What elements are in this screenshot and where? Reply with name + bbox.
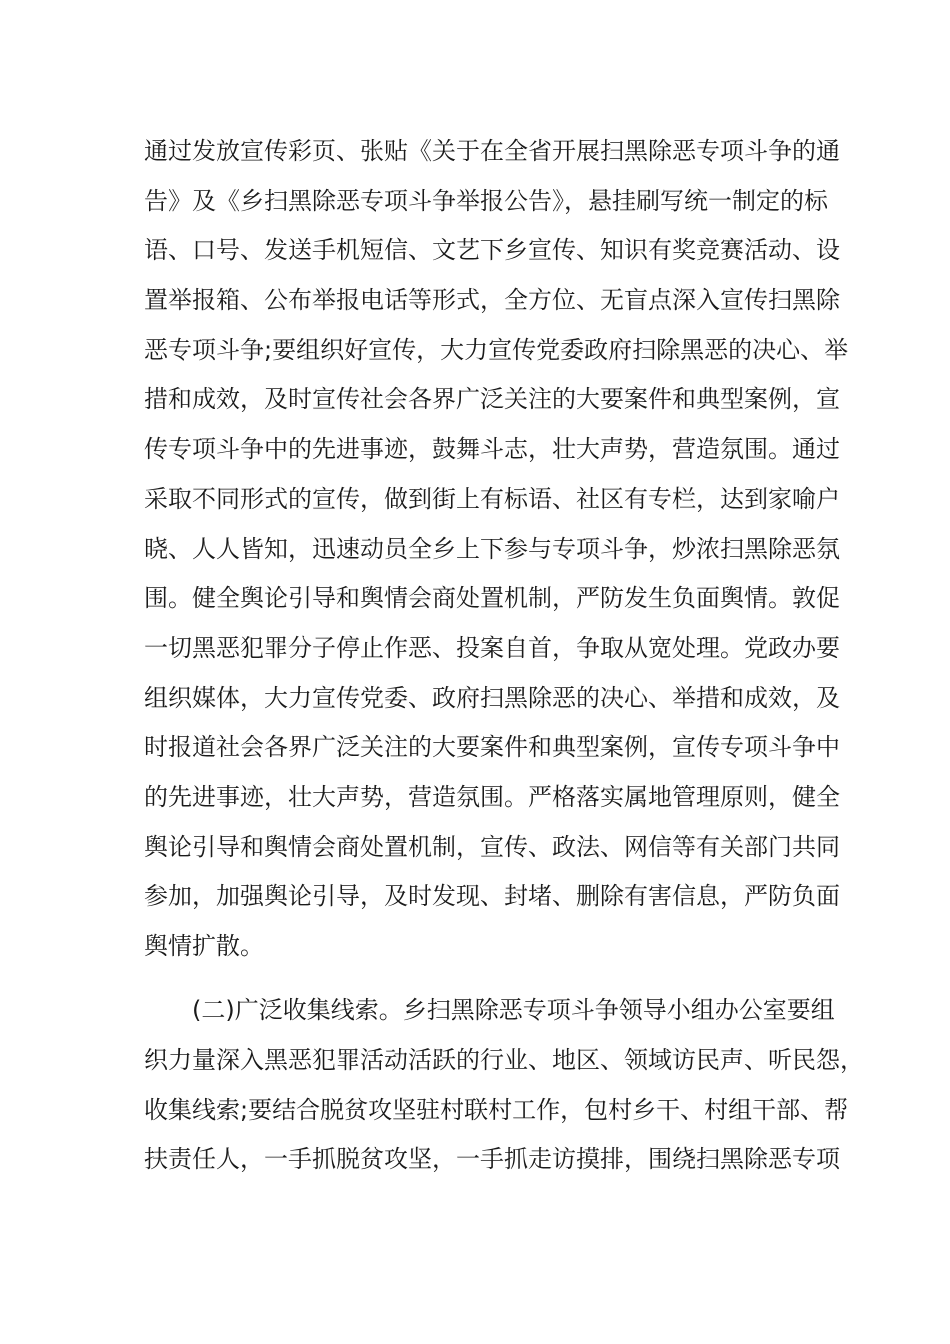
paragraph-2-line-3: 收集线索;要结合脱贫攻坚驻村联村工作，包村乡干、村组干部、帮 [144,1096,849,1124]
paragraph-1-line-17: 舆情扩散。 [144,932,264,960]
paragraph-1-line-12: 组织媒体，大力宣传党委、政府扫黑除恶的决心、举措和成效，及 [144,684,840,712]
paragraph-1-line-13: 时报道社会各界广泛关注的大要案件和典型案例，宣传专项斗争中 [144,733,840,761]
paragraph-1-line-4: 置举报箱、公布举报电话等形式，全方位、无盲点深入宣传扫黑除 [144,286,840,314]
paragraph-1-line-11: 一切黑恶犯罪分子停止作恶、投案自首，争取从宽处理。党政办要 [144,634,840,662]
paragraph-1-line-15: 舆论引导和舆情会商处置机制，宣传、政法、网信等有关部门共同 [144,833,840,861]
paragraph-1-line-1: 通过发放宣传彩页、张贴《关于在全省开展扫黑除恶专项斗争的通 [144,137,840,165]
paragraph-1-line-2: 告》及《乡扫黑除恶专项斗争举报公告》，悬挂刷写统一制定的标 [144,187,828,215]
paragraph-1-line-10: 围。健全舆论引导和舆情会商处置机制，严防发生负面舆情。敦促 [144,584,840,612]
paragraph-1-line-7: 传专项斗争中的先进事迹，鼓舞斗志，壮大声势，营造氛围。通过 [144,435,840,463]
paragraph-1-line-14: 的先进事迹，壮大声势，营造氛围。严格落实属地管理原则，健全 [144,783,840,811]
paragraph-1-line-8: 采取不同形式的宣传，做到街上有标语、社区有专栏，达到家喻户 [144,485,840,513]
paragraph-2-line-2: 织力量深入黑恶犯罪活动活跃的行业、地区、领域访民声、听民怨， [144,1046,864,1074]
paragraph-1-line-5: 恶专项斗争;要组织好宣传，大力宣传党委政府扫除黑恶的决心、举 [144,336,849,364]
paragraph-2-line-4: 扶责任人，一手抓脱贫攻坚，一手抓走访摸排，围绕扫黑除恶专项 [144,1145,840,1173]
paragraph-1-line-16: 参加，加强舆论引导，及时发现、封堵、删除有害信息，严防负面 [144,882,840,910]
paragraph-1-line-6: 措和成效，及时宣传社会各界广泛关注的大要案件和典型案例，宣 [144,385,840,413]
paragraph-1-line-3: 语、口号、发送手机短信、文艺下乡宣传、知识有奖竞赛活动、设 [144,236,840,264]
paragraph-2-line-1: (二)广泛收集线索。乡扫黑除恶专项斗争领导小组办公室要组 [192,996,835,1024]
paragraph-1-line-9: 晓、人人皆知，迅速动员全乡上下参与专项斗争，炒浓扫黑除恶氛 [144,535,840,563]
